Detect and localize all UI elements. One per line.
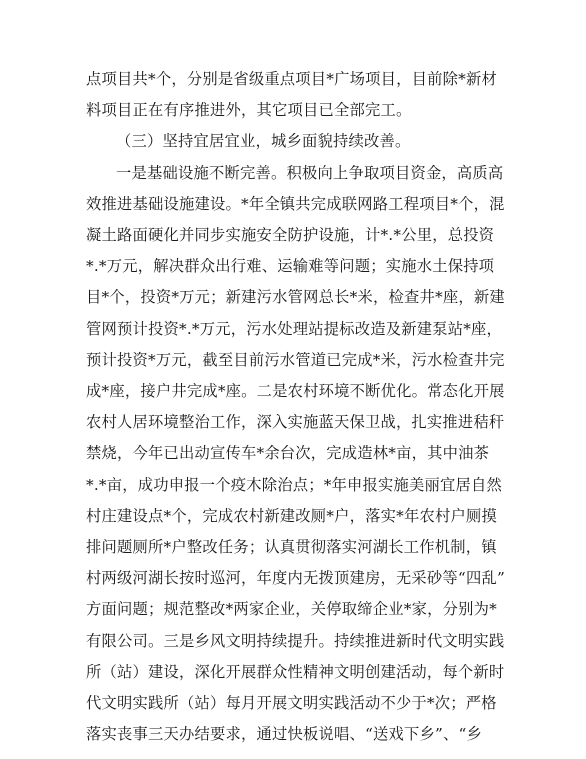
text-line-9: 管网预计投资*.*万元，污水处理站提标改造及新建泵站*座，	[86, 319, 503, 338]
text-line-20: 所（站）建设，深化开展群众性精神文明创建活动，每个新时	[86, 662, 505, 681]
text-line-16: 排问题厕所*户整改任务；认真贯彻落实河湖长工作机制，镇	[86, 538, 497, 556]
text-line-7: *.*万元，解决群众出行难、运输难等问题；实施水土保持项	[86, 257, 495, 276]
text-line-4: 一是基础设施不断完善。积极向上争取项目资金，高质高	[116, 163, 504, 182]
text-line-6: 凝土路面硬化并同步实施安全防护设施，计*.*公里，总投资	[86, 226, 495, 244]
text-line-11: 成*座，接户井完成*座。二是农村环境不断优化。常态化开展	[86, 382, 505, 400]
text-line-10: 预计投资*万元，截至目前污水管道已完成*米，污水检查井完	[86, 350, 505, 369]
text-line-19: 有限公司。三是乡风文明持续提升。持续推进新时代文明实践	[86, 631, 505, 650]
text-line-2: 料项目正在有序推进外，其它项目已全部完工。	[86, 101, 412, 120]
text-line-21: 代文明实践所（站）每月开展文明实践活动不少于*次；严格	[86, 694, 497, 712]
text-line-14: *.*亩，成功申报一个疫木除治点；*年申报实施美丽宜居自然	[86, 475, 503, 494]
text-line-15: 村庄建设点*个，完成农村新建改厕*户，落实*年农村户厕摸	[86, 506, 497, 525]
text-line-13: 禁烧，今年已出动宣传车*余台次，完成造林*亩，其中油茶	[86, 444, 490, 463]
text-line-12: 农村人居环境整治工作，深入实施蓝天保卫战，扎实推进秸秆	[86, 413, 505, 432]
text-line-18: 方面问题；规范整改*两家企业，关停取缔企业*家，分别为*	[86, 600, 497, 619]
text-line-17: 村两级河湖长按时巡河，年度内无拨顶建房，无采砂等“四乱”	[86, 569, 505, 588]
text-line-22: 落实丧事三天办结要求，通过快板说唱、“送戏下乡”、“乡	[86, 725, 482, 744]
text-line-8: 目*个，投资*万元；新建污水管网总长*米，检查井*座，新建	[86, 288, 505, 307]
text-line-5: 效推进基础设施建设。*年全镇共完成联网路工程项目*个，混	[86, 194, 505, 213]
text-line-1: 点项目共*个，分别是省级重点项目*广场项目，目前除*新材	[86, 70, 497, 88]
section-heading: （三）坚持宜居宜业，城乡面貌持续改善。	[116, 132, 411, 151]
